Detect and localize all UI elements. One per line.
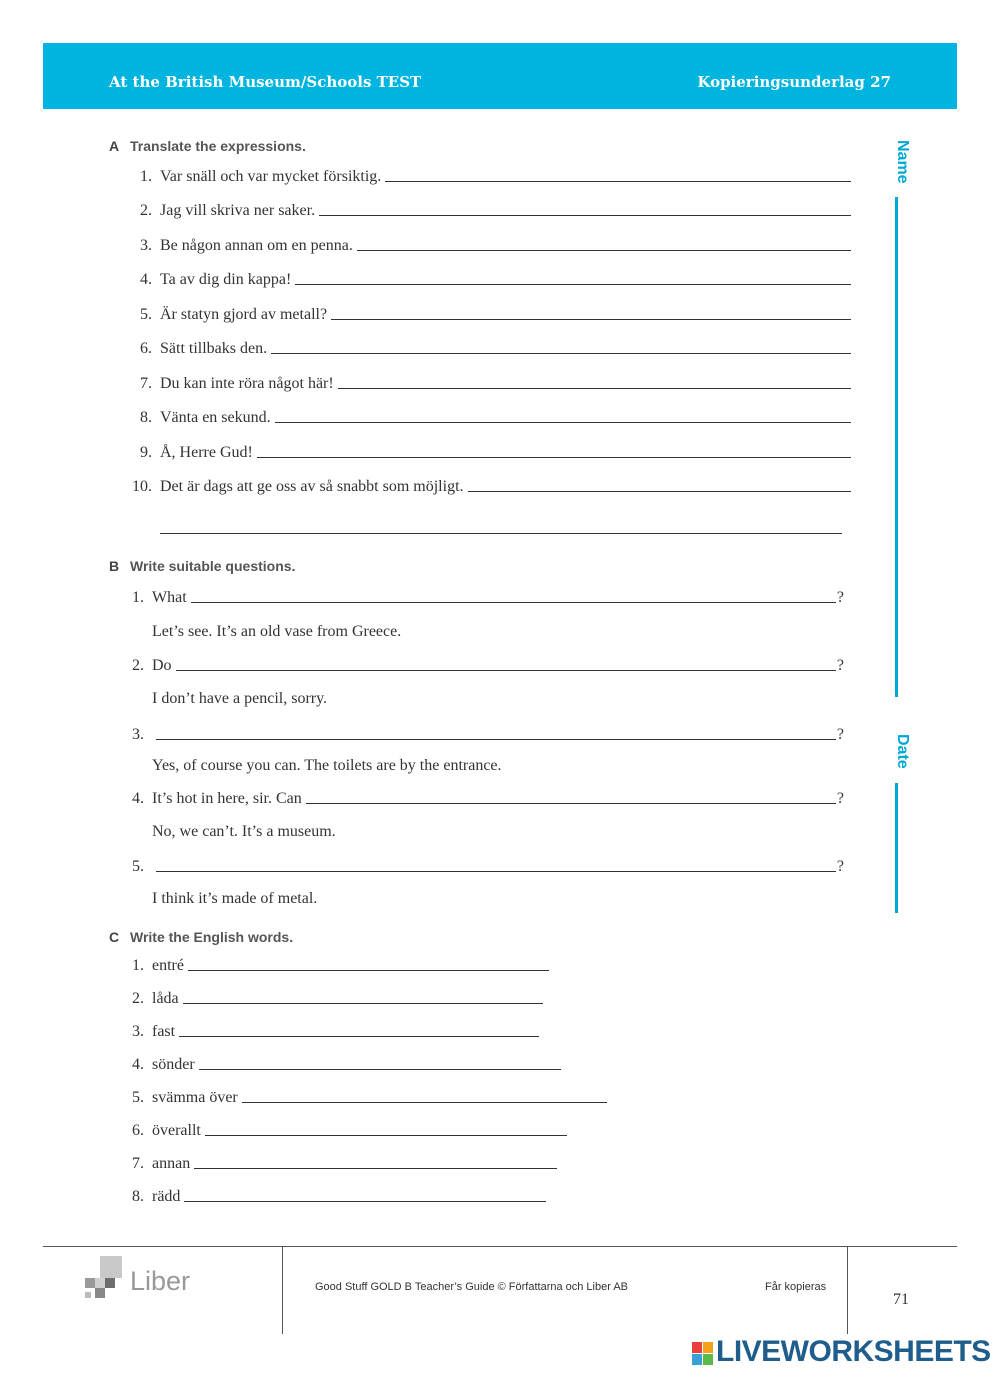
question-prompt: It’s hot in here, sir. Can [152,790,302,807]
item-number: 8. [140,409,152,426]
item-text: Jag vill skriva ner saker. [160,202,316,219]
question-row [120,790,844,808]
answer-line[interactable] [184,1201,546,1202]
question-prompt: Do [152,657,172,674]
item-text: Det är dags att ge oss av så snabbt som möjligt. [160,478,464,495]
question-mark: ? [836,858,844,875]
item-number: 4. [132,1056,144,1073]
section-a-item [128,271,851,289]
swedish-word: sönder [152,1056,195,1073]
section-b-letter: B [109,558,120,574]
name-label: Name [894,140,911,184]
swedish-word: entré [152,957,184,974]
item-number: 6. [132,1122,144,1139]
item-number: 9. [140,444,152,461]
answer-line[interactable] [319,215,851,216]
section-a-item [128,168,851,186]
item-number: 2. [140,202,152,219]
section-a-item [128,306,851,324]
section-a-letter: A [109,138,120,154]
word-row [120,1023,539,1041]
response-text: Yes, of course you can. The toilets are by the entrance. [152,757,502,774]
item-number: 3. [132,726,144,743]
name-field-line[interactable] [895,197,898,697]
response-text: Let’s see. It’s an old vase from Greece. [152,623,402,640]
copyright-text: Good Stuff GOLD B Teacher’s Guide © Författarna och Liber AB [315,1281,629,1293]
question-mark: ? [836,657,844,674]
answer-line[interactable] [357,250,851,251]
item-text: Du kan inte röra något här! [160,375,334,392]
swedish-word: fast [152,1023,176,1040]
date-label: Date [894,734,911,769]
answer-line[interactable] [468,491,851,492]
section-a-item [128,375,851,393]
word-row [120,1056,561,1074]
permission-text: Får kopieras [765,1281,827,1293]
word-row [120,1122,567,1140]
answer-line[interactable] [271,353,851,354]
copy-sheet-code: Kopieringsunderlag 27 [697,73,891,91]
item-number: 7. [132,1155,144,1172]
footer-divider-left [282,1246,283,1334]
section-a-title: Translate the expressions. [130,138,306,154]
question-mark: ? [836,790,844,807]
item-number: 7. [140,375,152,392]
item-number: 5. [132,858,144,875]
item-number: 3. [132,1023,144,1040]
answer-line[interactable] [191,602,836,603]
item-number: 1. [132,589,144,606]
question-mark: ? [836,726,844,743]
answer-line[interactable] [275,422,851,423]
question-row [120,657,844,675]
item-number: 2. [132,990,144,1007]
item-number: 2. [132,657,144,674]
word-row [120,1155,557,1173]
question-mark: ? [836,589,844,606]
item-number: 5. [132,1089,144,1106]
item-text: Ta av dig din kappa! [160,271,292,288]
swedish-word: annan [152,1155,191,1172]
item-number: 10. [132,478,152,495]
question-row [120,589,844,607]
question-row [120,858,844,876]
answer-line[interactable] [188,970,549,971]
answer-line[interactable] [385,181,851,182]
section-a-item [128,202,851,220]
publisher-logo-text: Liber [130,1266,191,1296]
answer-line[interactable] [156,871,836,872]
answer-line[interactable] [295,284,851,285]
section-a-item [128,409,851,427]
item-text: Vänta en sekund. [160,409,271,426]
item-text: Sätt tillbaks den. [160,340,268,357]
answer-line[interactable] [338,388,851,389]
response-text: I think it’s made of metal. [152,890,318,907]
swedish-word: överallt [152,1122,201,1139]
liveworksheets-logo-icon [692,1342,714,1366]
page-number: 71 [893,1291,909,1308]
word-row [120,957,549,975]
item-number: 3. [140,237,152,254]
section-c-letter: C [109,929,120,945]
item-number: 1. [140,168,152,185]
item-number: 5. [140,306,152,323]
answer-line[interactable] [306,803,836,804]
swedish-word: rädd [152,1188,181,1205]
liveworksheets-watermark: LIVEWORKSHEETS [716,1335,991,1368]
item-number: 4. [132,790,144,807]
worksheet-title: At the British Museum/Schools TEST [109,73,422,91]
answer-line-continuation[interactable] [160,533,842,534]
swedish-word: svämma över [152,1089,238,1106]
date-field-line[interactable] [895,783,898,913]
word-row [120,1089,607,1107]
answer-line[interactable] [205,1135,567,1136]
question-row [120,726,844,744]
item-text: Å, Herre Gud! [160,444,253,461]
answer-line[interactable] [183,1003,543,1004]
answer-line[interactable] [156,739,836,740]
section-c-title: Write the English words. [130,929,294,945]
section-b-title: Write suitable questions. [130,558,296,574]
answer-line[interactable] [257,457,851,458]
answer-line[interactable] [199,1069,561,1070]
footer-divider-right [847,1246,848,1334]
item-text: Var snäll och var mycket försiktig. [160,168,382,185]
word-row [120,1188,546,1206]
section-a-item [128,340,851,358]
response-text: No, we can’t. It’s a museum. [152,823,336,840]
liber-logo-icon [85,1256,125,1302]
answer-line[interactable] [242,1102,607,1103]
section-a-item [128,444,851,462]
item-text: Är statyn gjord av metall? [160,306,328,323]
item-number: 8. [132,1188,144,1205]
question-prompt: What [152,589,187,606]
swedish-word: låda [152,990,179,1007]
answer-line[interactable] [179,1036,539,1037]
word-row [120,990,543,1008]
section-a-item [128,478,851,496]
answer-line[interactable] [176,670,836,671]
answer-line[interactable] [331,319,851,320]
section-a-item [128,237,851,255]
item-number: 6. [140,340,152,357]
response-text: I don’t have a pencil, sorry. [152,690,328,707]
answer-line[interactable] [194,1168,557,1169]
item-number: 4. [140,271,152,288]
header-band [43,43,957,109]
item-number: 1. [132,957,144,974]
item-text: Be någon annan om en penna. [160,237,353,254]
footer-divider [43,1246,957,1247]
